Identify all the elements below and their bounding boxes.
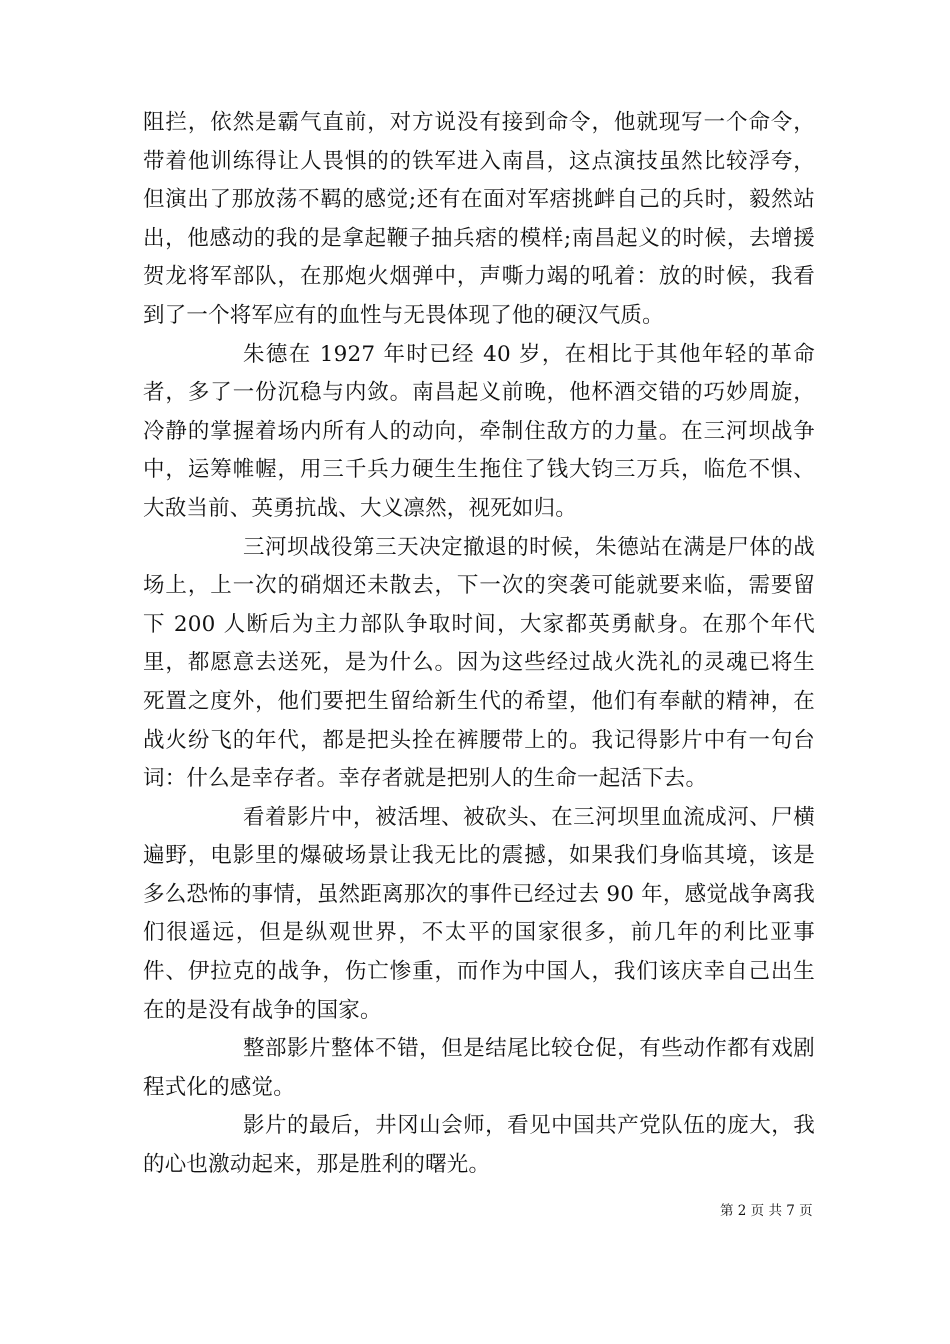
paragraph-5: 整部影片整体不错，但是结尾比较仓促，有些动作都有戏剧程式化的感觉。: [143, 1036, 815, 1100]
paragraph-3: 三河坝战役第三天决定撤退的时候，朱德站在满是尸体的战场上，上一次的硝烟还未散去，下一次的突袭可能就要来临，需要留下 200 人断后为主力部队争取时间，大家都英勇献身。在那个年代里，都愿意去送死，是为什么。因为这些经过战火洗礼的灵魂已将生死置之度外，他们要把生留给新生代的希望，他们有奉献的精神，在战火纷飞的年代，都是把头拴在裤腰带上的。我记得影片中有一句台词：什么是幸存者。幸存者就是把别人的生命一起活下去。: [143, 534, 815, 792]
paragraph-2: 朱德在 1927 年时已经 40 岁，在相比于其他年轻的革命者，多了一份沉稳与内敛。南昌起义前晚，他杯酒交错的巧妙周旋，冷静的掌握着场内所有人的动向，牵制住敌方的力量。在三河坝战争中，运筹帷幄，用三千兵力硬生生拖住了钱大钧三万兵，临危不惧、大敌当前、英勇抗战、大义凛然，视死如归。: [143, 341, 815, 521]
paragraph-6: 影片的最后，井冈山会师，看见中国共产党队伍的庞大，我的心也激动起来，那是胜利的曙光。: [143, 1113, 815, 1178]
page-number-footer: 第 2 页 共 7 页: [720, 1203, 813, 1219]
paragraph-4: 看着影片中，被活埋、被砍头、在三河坝里血流成河、尸横遍野，电影里的爆破场景让我无比的震撼，如果我们身临其境，该是多么恐怖的事情，虽然距离那次的事件已经过去 90 年，感觉战争离我们很遥远，但是纵观世界，不太平的国家很多，前几年的利比亚事件、伊拉克的战争，伤亡惨重，而作为中国人，我们该庆幸自己出生在的是没有战争的国家。: [143, 804, 815, 1023]
body-text: [143, 104, 815, 1185]
paragraph-1: 阻拦，依然是霸气直前，对方说没有接到命令，他就现写一个命令，带着他训练得让人畏惧的的铁军进入南昌，这点演技虽然比较浮夸，但演出了那放荡不羁的感觉;还有在面对军痞挑衅自己的兵时，毅然站出，他感动的我的是拿起鞭子抽兵痞的模样;南昌起义的时候，去增援贺龙将军部队，在那炮火烟弹中，声嘶力竭的吼着：放的时候，我看到了一个将军应有的血性与无畏体现了他的硬汉气质。: [143, 110, 815, 328]
